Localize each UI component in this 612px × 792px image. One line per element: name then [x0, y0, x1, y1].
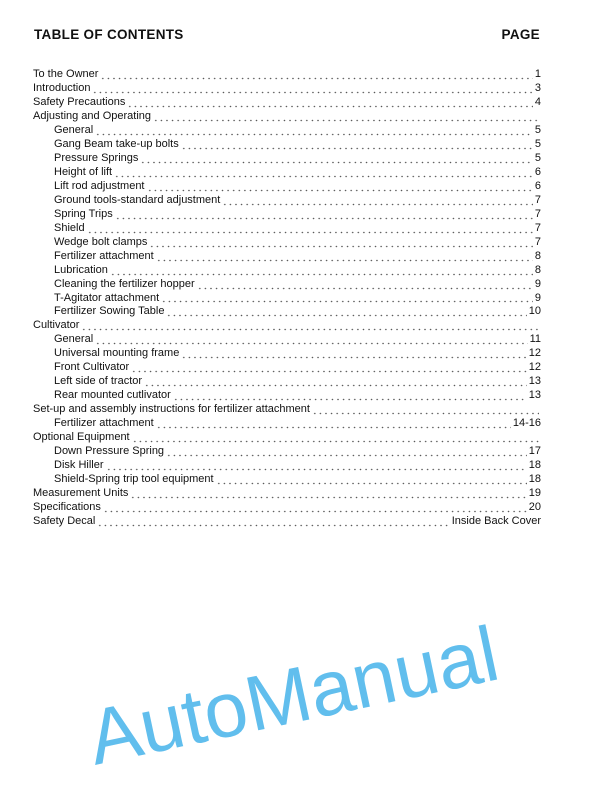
toc-entry-page: 11	[529, 333, 541, 346]
toc-entry	[33, 222, 541, 236]
toc-entry	[33, 487, 541, 501]
dot-leader	[144, 377, 527, 387]
toc-entry	[33, 319, 541, 333]
toc-entry-label: Introduction	[33, 81, 91, 94]
toc-entry	[33, 124, 541, 138]
dot-leader	[95, 335, 527, 345]
toc-entry	[33, 68, 541, 82]
toc-entry-page: 18	[528, 459, 541, 472]
toc-entry-page: 7	[534, 207, 541, 220]
toc-entry-page: 7	[534, 235, 541, 248]
toc-entry	[33, 82, 541, 96]
toc-entry-label: Disk Hiller	[54, 459, 104, 472]
toc-entry	[33, 361, 541, 375]
toc-entry-label: Pressure Springs	[54, 151, 139, 164]
dot-leader	[106, 461, 527, 471]
toc-entry-label: Universal mounting frame	[54, 347, 180, 360]
toc-entry	[33, 292, 541, 306]
toc-entry-label: Spring Trips	[54, 207, 113, 220]
toc-entry-page: 12	[528, 361, 541, 374]
toc-entry	[33, 459, 541, 473]
dot-leader	[147, 182, 533, 192]
dot-leader	[87, 224, 533, 234]
toc-entry-label: General	[54, 333, 94, 346]
toc-entry	[33, 333, 541, 347]
dot-leader	[156, 419, 511, 429]
toc-entry-label: Fertilizer attachment	[54, 417, 154, 430]
toc-entry	[33, 152, 541, 166]
dot-leader	[81, 321, 539, 331]
toc-entry-page: 9	[534, 277, 541, 290]
dot-leader	[197, 280, 533, 290]
dot-leader	[166, 447, 527, 457]
toc-entry-label: Fertilizer Sowing Table	[54, 305, 165, 318]
toc-entry-page: 6	[534, 179, 541, 192]
dot-leader	[95, 126, 533, 136]
toc-entry-page: 10	[528, 305, 541, 318]
dot-leader	[149, 238, 533, 248]
toc-entry-page: 5	[534, 123, 541, 136]
toc-entry-page: 3	[534, 81, 541, 94]
toc-entry-label: Front Cultivator	[54, 361, 130, 374]
dot-leader	[115, 210, 533, 220]
toc-entry	[33, 515, 541, 529]
dot-leader	[140, 154, 533, 164]
toc-entry	[33, 403, 541, 417]
toc-entry-page: 7	[534, 193, 541, 206]
dot-leader	[312, 405, 539, 415]
dot-leader	[173, 391, 527, 401]
toc-entry-page: 20	[528, 501, 541, 514]
toc-entry-page: 13	[528, 375, 541, 388]
toc-entry	[33, 264, 541, 278]
toc-entry-label: Wedge bolt clamps	[54, 235, 148, 248]
watermark-text: AutoManual	[80, 609, 506, 782]
toc-entry-label: Measurement Units	[33, 487, 129, 500]
dot-leader	[216, 475, 527, 485]
toc-entry-page: 4	[534, 95, 541, 108]
toc-entry	[33, 250, 541, 264]
toc-entry-label: Lift rod adjustment	[54, 179, 145, 192]
toc-entry	[33, 208, 541, 222]
toc-entry	[33, 166, 541, 180]
toc-entry-label: Fertilizer attachment	[54, 249, 154, 262]
toc-entry-label: Specifications	[33, 501, 101, 514]
toc-entry-label: Rear mounted cutlivator	[54, 389, 171, 402]
toc-entry-label: Height of lift	[54, 165, 113, 178]
dot-leader	[110, 266, 533, 276]
toc-entry	[33, 194, 541, 208]
toc-entry	[33, 305, 541, 319]
toc-entry-label: Shield	[54, 221, 85, 234]
toc-entry	[33, 236, 541, 250]
dot-leader	[153, 112, 539, 122]
toc-entry-page: 5	[534, 137, 541, 150]
toc-entry-page: 12	[528, 347, 541, 360]
toc-entry	[33, 347, 541, 361]
page-column-label: PAGE	[501, 27, 540, 42]
toc-entry	[33, 138, 541, 152]
toc-entry	[33, 375, 541, 389]
toc-entry	[33, 501, 541, 515]
toc-entry-page: 6	[534, 165, 541, 178]
dot-leader	[222, 196, 533, 206]
dot-leader	[114, 168, 533, 178]
toc-entry-label: T-Agitator attachment	[54, 291, 160, 304]
toc-entry	[33, 180, 541, 194]
toc-entry-page: 5	[534, 151, 541, 164]
toc-entry	[33, 473, 541, 487]
toc-entry-page: Inside Back Cover	[451, 515, 541, 527]
dot-leader	[100, 70, 532, 80]
toc-entry-label: Left side of tractor	[54, 375, 143, 388]
toc-entry	[33, 110, 541, 124]
toc-entry	[33, 278, 541, 292]
toc-entry-label: To the Owner	[33, 68, 99, 80]
toc-entry	[33, 431, 541, 445]
toc-entry-page: 7	[534, 221, 541, 234]
toc-entry-label: Adjusting and Operating	[33, 109, 152, 122]
toc-title: TABLE OF CONTENTS	[34, 27, 184, 42]
toc-entry-page: 13	[528, 389, 541, 402]
toc-entry-label: Optional Equipment	[33, 431, 130, 444]
toc-entry-page: 8	[534, 263, 541, 276]
dot-leader	[166, 307, 526, 317]
dot-leader	[181, 140, 533, 150]
toc-entry-label: Set-up and assembly instructions for fertilizer attachment	[33, 403, 310, 416]
toc-entry-page: 9	[534, 291, 541, 304]
toc-entry-page: 19	[528, 487, 541, 500]
toc-entry	[33, 417, 541, 431]
dot-leader	[103, 503, 527, 513]
dot-leader	[132, 433, 539, 443]
toc-entry-label: Cleaning the fertilizer hopper	[54, 277, 195, 290]
dot-leader	[131, 363, 527, 373]
toc-entry-label: Ground tools-standard adjustment	[54, 193, 221, 206]
toc-entry-page: 17	[528, 445, 541, 458]
toc-entry-label: Shield-Spring trip tool equipment	[54, 473, 214, 486]
toc-entry-page: 18	[528, 473, 541, 486]
toc-list	[33, 68, 541, 529]
toc-entry-page: 14-16	[512, 417, 541, 430]
dot-leader	[130, 489, 526, 499]
toc-entry	[33, 96, 541, 110]
toc-entry-label: Cultivator	[33, 319, 80, 332]
dot-leader	[156, 252, 533, 262]
dot-leader	[92, 84, 532, 94]
toc-entry-page: 8	[534, 249, 541, 262]
dot-leader	[97, 517, 449, 527]
toc-entry-label: Gang Beam take-up bolts	[54, 137, 179, 150]
toc-entry	[33, 445, 541, 459]
toc-entry-label: Safety Decal	[33, 515, 96, 527]
toc-entry-label: Safety Precautions	[33, 95, 126, 108]
toc-entry-label: General	[54, 123, 94, 136]
toc-entry	[33, 389, 541, 403]
dot-leader	[181, 349, 526, 359]
toc-entry-label: Down Pressure Spring	[54, 445, 165, 458]
toc-entry-page: 1	[534, 68, 541, 80]
dot-leader	[161, 293, 533, 303]
toc-entry-label: Lubrication	[54, 263, 108, 276]
dot-leader	[127, 98, 533, 108]
